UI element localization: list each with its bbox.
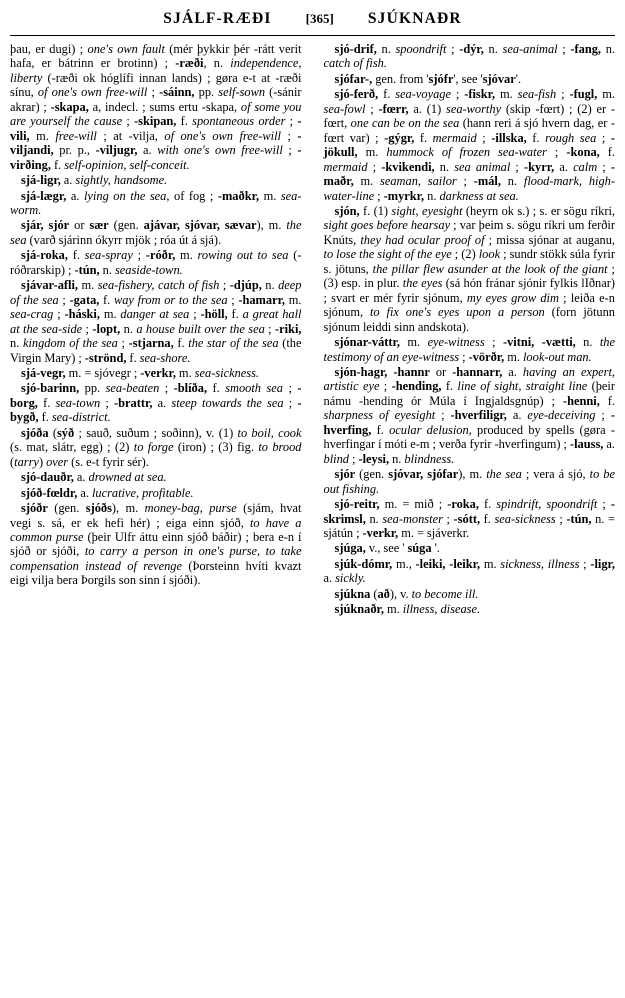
dictionary-entry: sjóða (sýð ; sauð, suðum ; soðinn), v. (1) to boil, cook (s. mat, slátr, egg) ; (2) to forge (iron) ; (3) fig. to brood (tarry) over (s. e-t fyrir sér). [10,425,302,469]
body-columns [10,42,615,988]
running-head-left-word: SJÁLF-RÆÐI [163,10,272,27]
dictionary-entry: sjúga, v., see ' súga '. [334,541,440,556]
dictionary-entry: sjó-reitr, m. = mið ; -roka, f. spindrift, spoondrift ; -skrimsl, n. sea-monster ; -sótt, f. sea-sickness ; -tún, n. = sjátún ; -verkr, m. = sjáverkr. [323,497,615,540]
dictionary-entry: sjúkna (að), v. to become ill. [334,586,479,601]
dictionary-entry: sjóðr (gen. sjóðs), m. money-bag, purse (sjám, hvat vegi s. sá, er ek hefi hér) ; eiga einn sjóð, to have a common purse (þeir Ulfr áttu einn sjóð báðir) ; bera e-n í sjóð or sjóði, to carry a person in one's purse, to take compensation instead of revenge (Þorsteinn hvíti kvazt eigi vilja bera Þorgils son sinn í sjóði). [10,501,302,588]
dictionary-entry: sjá-roka, f. sea-spray ; -róðr, m. rowing out to sea (-róðrarskip) ; -tún, n. seaside-town. [10,248,302,277]
dictionary-entry: sjá-ligr, a. sightly, handsome. [21,173,168,188]
dictionary-entry: sjó-drif, n. spoondrift ; -dýr, n. sea-animal ; -fang, n. catch of fish. [323,42,615,71]
dictionary-entry: sjónar-váttr, m. eye-witness ; -vitni, -vætti, n. the testimony of an eye-witness ; -vörðr, m. look-out man. [323,335,615,364]
dictionary-entry: sjúk-dómr, m., -leiki, -leikr, m. sickness, illness ; -ligr, a. sickly. [323,556,615,586]
dictionary-entry: sjúknaðr, m. illness, disease. [334,602,481,617]
dictionary-entry: sjór (gen. sjóvar, sjófar), m. the sea ; vera á sjó, to be out fishing. [323,467,615,496]
dictionary-entry: sjó-barinn, pp. sea-beaten ; -blíða, f. smooth sea ; -borg, f. sea-town ; -brattr, a. steep towards the sea ; -bygð, f. sea-district. [10,381,302,425]
dictionary-entry: sjávar-afli, m. sea-fishery, catch of fish ; -djúp, n. deep of the sea ; -gata, f. way from or to the sea ; -hamarr, m. sea-crag ; -háski, m. danger at sea ; -höll, f. a great hall at the sea-side ; -lopt, n. a house built over the sea ; -riki, n. kingdom of the sea ; -stjarna, f. the star of the sea (the Virgin Mary) ; -strönd, f. sea-shore. [10,278,302,365]
dictionary-entry: sjá-lægr, a. lying on the sea, of fog ; -maðkr, m. sea-worm. [10,188,302,217]
dictionary-entry: sjó-dauðr, a. drowned at sea. [21,470,167,485]
dictionary-entry: sjón, f. (1) sight, eyesight (heyrn ok s.) ; s. er sögu ríkri, sight goes before hearsay ; var þeim s. sögu ríkri um ferðir Knúts, they had ocular proof of ; missa sjónar at auganu, to lose the sight of the eye ; (2) look ; sundr stökk súla fyrir s. jötuns, the pillar flew asunder at the look of the giant ; (3) esp. in plur. the eyes (sá hón fránar sjónir fylkis lIðnar) ; svart er mér fyrir sjónum, my eyes grow dim ; leiða e-n sjónum, to fix one's eyes upon a person (forn jötunn sjónum leiddi sinn andskota). [323,203,616,334]
dictionary-entry: sjófar-, gen. from 'sjófr', see 'sjóvar'. [334,71,522,86]
running-head-right-word: SJÚKNAÐR [367,10,462,27]
right-column [313,42,616,988]
dictionary-entry: sjón-hagr, -hannr or -hannarr, a. having an expert, artistic eye ; -hending, f. line of sight, straight line (þeir námu -hending ór Múla í Ingjaldsgnúp) ; -henni, f. sharpness of eyesight ; -hverfiligr, a. eye-deceiving ; -hverfing, f. ocular delusion, produced by spells (gøra -hverfingar í móti e-m ; verða fyrir -hverfingum) ; -lauss, a. blind ; -leysi, n. blindness. [323,364,615,466]
dictionary-entry: þau, er dugi) ; one's own fault (mér þykkir þér -rátt verit hafa, er bátrinn er brotinn) ; -ræði, n. independence, liberty (-ræði ok hóglífi innan lands) ; gøra e-t at -ræði sínu, of one's own free-will ; -sáinn, pp. self-sown (-sánir akrar) ; -skapa, a, indecl. ; sums ertu -skapa, of some you are yourself the cause ; -skipan, f. spontaneous order ; -vili, m. free-will ; at -vilja, of one's own free-will ; -viljandi, pr. p., -viljugr, a. with one's own free-will ; -virðing, f. self-opinion, self-conceit. [10,42,302,172]
running-head [10,10,615,32]
page-number: [365] [305,11,334,26]
header-rule [10,35,615,36]
dictionary-entry: sjó-ferð, f. sea-voyage ; -fiskr, m. sea-fish ; -fugl, m. sea-fowl ; -fœrr, a. (1) sea-worthy (skip -fœrt) ; (2) er -fœrt, one can be on the sea (hann reri á sjó hvern dag, er -fœrt var) ; -gýgr, f. mermaid ; -illska, f. rough sea ; -jökull, m. hummock of frozen sea-water ; -kona, f. mermaid ; -kvikendi, n. sea animal ; -kyrr, a. calm ; -maðr, m. seaman, sailor ; -mál, n. flood-mark, high-water-line ; -myrkr, n. darkness at sea. [323,87,616,203]
dictionary-entry: sjá-vegr, m. = sjóvegr ; -verkr, m. sea-sickness. [21,365,260,380]
dictionary-entry: sjóð-fœldr, a. lucrative, profitable. [21,485,194,500]
dictionary-entry: sjár, sjór or sær (gen. ajávar, sjóvar, sævar), m. the sea (varð sjárinn ókyrr mjök ; róa út á sjá). [10,218,302,247]
left-column [10,42,313,988]
